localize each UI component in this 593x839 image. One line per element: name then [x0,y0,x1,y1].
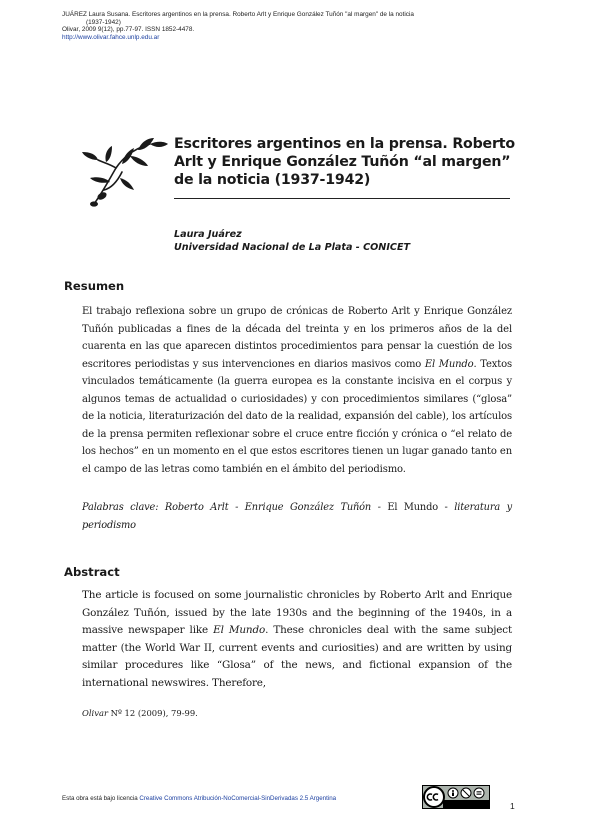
abstract-text-1: The article is focused on some journalistic chronicles by Roberto Arlt and Enrique González Tuñón, issued by the late 1930s and the beginning of the 1940s, in a massive newspaper like [82,589,512,636]
resumen-newspaper-name: El Mundo [424,358,474,370]
title-rule [174,198,510,199]
resumen-text-2: . Textos vinculados temáticamente (la guerra europea es la constante incisiva en el corpus y algunos temas de actualidad o curiosidades) y con procedimientos similares (“glosa” de la noticia, literaturización del dato de la realidad, expansión del cable), los artículos de la prensa permiten reflexionar sobre el cruce entre ficción y crónica o “el relato de los hechos” en un momento en el que estos escritores tienen un lugar ganado tanto en el campo de las letras como también en el ámbito del periodismo. [82,358,512,475]
olivar-logo-icon [80,138,170,213]
running-header [62,11,532,41]
license-link[interactable]: Creative Commons Atribución-NoComercial-SinDerivadas 2.5 Argentina [139,795,337,802]
keywords-part-3: literatura y periodismo [82,502,512,531]
keywords-part-2: El Mundo - [380,502,455,513]
abstract-newspaper-name: El Mundo [213,624,266,636]
license-footer [62,795,336,802]
resumen-heading: Resumen [64,279,125,293]
journal-citation [82,708,198,718]
author-block [174,228,504,254]
license-prefix: Esta obra está bajo licencia [62,795,140,802]
resumen-paragraph [82,303,512,478]
header-citation-years: (1937-1942) [86,18,121,26]
citation-rest: Nº 12 (2009), 79-99. [107,708,198,718]
header-citation-line: JUÁREZ Laura Susana. Escritores argentinos en la prensa. Roberto Arlt y Enrique González Tuñón "al margen" de la noticia [62,11,414,18]
author-affiliation: Universidad Nacional de La Plata - CONICET [174,242,411,253]
abstract-heading: Abstract [64,565,120,579]
resumen-text-1: El trabajo reflexiona sobre un grupo de crónicas de Roberto Arlt y Enrique González Tuñón publicadas a fines de la década del treinta y en los primeros años de la del cuarenta en las que aparecen distintos procedimientos para pensar la cuestión de los escritores periodistas y sus intervenciones en diarios masivos como [82,306,512,370]
header-journal-line: Olivar, 2009 9(12), pp.77-97. ISSN 1852-4478. [62,26,195,34]
citation-journal: Olivar [82,708,108,718]
keywords [82,499,512,534]
keywords-part-1: Palabras clave: Roberto Arlt - Enrique González Tuñón - [82,502,381,513]
header-url-link[interactable]: http://www.olivar.fahce.unlp.edu.ar [62,33,160,41]
article-title: Escritores argentinos en la prensa. Roberto Arlt y Enrique González Tuñón “al margen” de la noticia (1937-1942) [174,136,515,188]
author-name: Laura Juárez [174,229,242,240]
abstract-text-2: . These chronicles deal with the same subject matter (the World War II, current events and curiosities) and are written by using similar procedures like “Glosa” of the news, and fictional expansion of the international newswires. Therefore, [82,624,513,689]
page-number: 1 [510,801,515,811]
abstract-paragraph [82,587,512,692]
creative-commons-badge-icon [422,785,490,809]
